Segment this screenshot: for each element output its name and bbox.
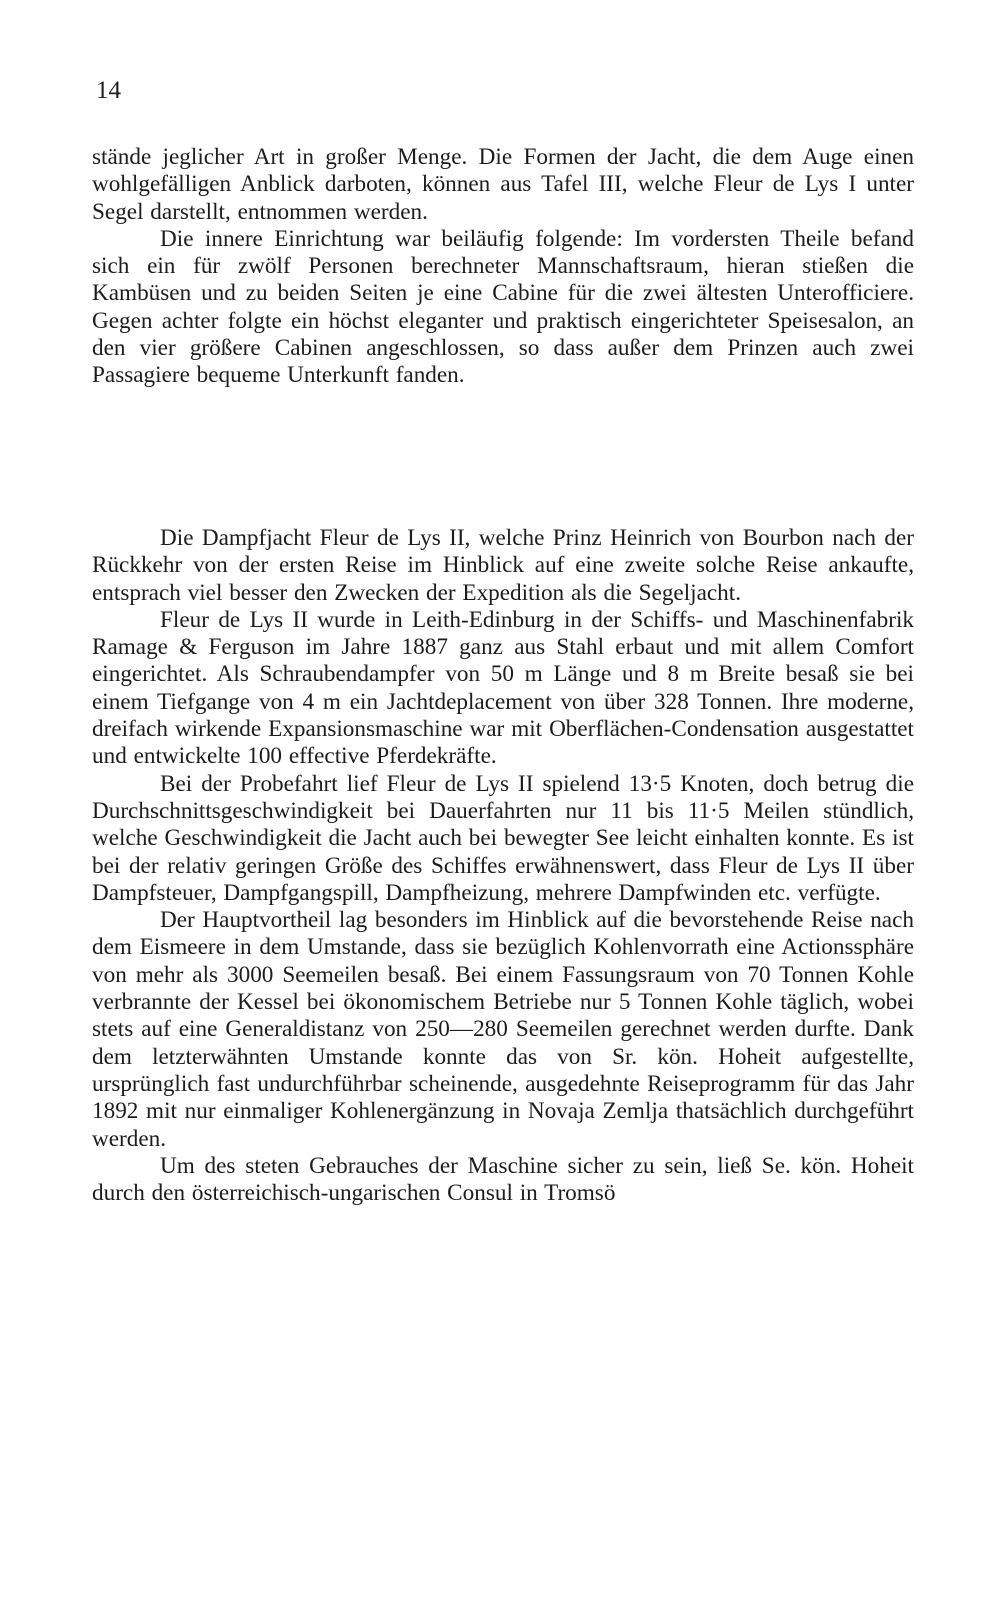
- paragraph: Die Dampfjacht Fleur de Lys II, welche Prinz Heinrich von Bourbon nach der Rückkehr von der ersten Reise im Hinblick auf eine zweite solche Reise ankaufte, entsprach viel besser den Zwecken der Expedition als die Segeljacht.: [92, 525, 914, 606]
- paragraph: Um des steten Gebrauches der Maschine sicher zu sein, ließ Se. kön. Hoheit durch den österreichisch-ungarischen Consul in Tromsö: [92, 1152, 914, 1207]
- paragraph: Der Hauptvortheil lag besonders im Hinblick auf die bevorstehende Reise nach dem Eismeere in dem Umstande, dass sie bezüglich Kohlenvorrath eine Actionssphäre von mehr als 3000 Seemeilen besaß. Bei einem Fassungsraum von 70 Tonnen Kohle verbrannte der Kessel bei ökonomischem Betriebe nur 5 Tonnen Kohle täglich, wobei stets auf eine Generaldistanz von 250—280 Seemeilen gerechnet werden durfte. Dank dem letzterwähnten Umstande konnte das von Sr. kön. Hoheit aufgestellte, ursprünglich fast undurchführbar scheinende, ausgedehnte Reiseprogramm für das Jahr 1892 mit nur einmaliger Kohlenergänzung in Novaja Zemlja thatsächlich durchgeführt werden.: [92, 907, 914, 1152]
- paragraph: Bei der Probefahrt lief Fleur de Lys II spielend 13·5 Knoten, doch betrug die Durchschnittsgeschwindigkeit bei Dauerfahrten nur 11 bis 11·5 Meilen stündlich, welche Geschwindigkeit die Jacht auch bei bewegter See leicht einhalten konnte. Es ist bei der relativ geringen Größe des Schiffes erwähnenswert, dass Fleur de Lys II über Dampfsteuer, Dampfgangspill, Dampfheizung, mehrere Dampfwinden etc. verfügte.: [92, 770, 914, 906]
- page-number: 14: [96, 77, 121, 104]
- text-block-1: [92, 144, 914, 390]
- paragraph: stände jeglicher Art in großer Menge. Die Formen der Jacht, die dem Auge einen wohlgefälligen Anblick darboten, können aus Tafel III, welche Fleur de Lys I unter Segel darstellt, entnommen werden.: [92, 144, 914, 225]
- paragraph: Fleur de Lys II wurde in Leith-Edinburg in der Schiffs- und Maschinenfabrik Ramage & Ferguson im Jahre 1887 ganz aus Stahl erbaut und mit allem Comfort eingerichtet. Als Schraubendampfer von 50 m Länge und 8 m Breite besaß sie bei einem Tiefgange von 4 m ein Jachtdeplacement von über 328 Tonnen. Ihre moderne, dreifach wirkende Expansionsmaschine war mit Oberflächen-Condensation ausgestattet und entwickelte 100 effective Pferdekräfte.: [92, 606, 914, 770]
- paragraph: Die innere Einrichtung war beiläufig folgende: Im vordersten Theile befand sich ein für zwölf Personen berechneter Mannschaftsraum, hieran stießen die Kambüsen und zu beiden Seiten je eine Cabine für die zwei ältesten Unterofficiere. Gegen achter folgte ein höchst eleganter und praktisch eingerichteter Speisesalon, an den vier größere Cabinen angeschlossen, so dass außer dem Prinzen auch zwei Passagiere bequeme Unterkunft fanden.: [92, 225, 914, 389]
- text-block-2: [92, 525, 914, 1207]
